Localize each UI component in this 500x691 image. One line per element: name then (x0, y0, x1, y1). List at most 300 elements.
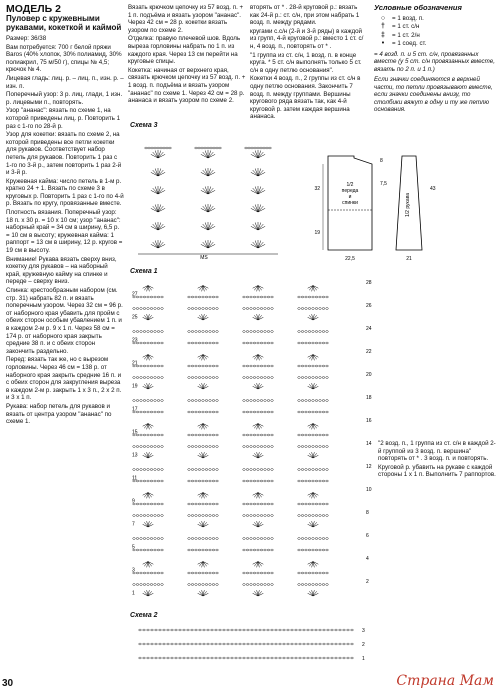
chain-mark (257, 331, 260, 333)
chain-mark (140, 331, 143, 333)
chain-mark (202, 469, 205, 471)
chain-mark (301, 434, 304, 436)
chain-mark (243, 400, 246, 402)
chain-mark (179, 629, 182, 631)
chain-mark (143, 434, 146, 436)
chain-mark (303, 657, 306, 659)
chain-mark (195, 434, 198, 436)
stitch-mark (153, 242, 158, 248)
chain-mark (308, 365, 311, 367)
chain-mark (191, 434, 194, 436)
chain-mark (311, 657, 314, 659)
row-number: 18 (366, 395, 372, 401)
chain-mark (209, 446, 212, 448)
chain-mark (257, 377, 260, 379)
chain-mark (253, 584, 256, 586)
chain-mark (133, 331, 136, 333)
chain-mark (260, 331, 263, 333)
chain-mark (147, 657, 150, 659)
chain-mark (319, 434, 322, 436)
chain-mark (133, 308, 136, 310)
chain-mark (260, 308, 263, 310)
chain-mark (267, 446, 270, 448)
schema-3-motifs (145, 147, 272, 248)
chain-mark (198, 434, 201, 436)
chain-mark (267, 549, 270, 551)
row-number: 20 (366, 372, 372, 378)
legend-label: = 1 ст. с/н (392, 23, 420, 30)
chain-mark (154, 331, 157, 333)
chain-mark (195, 629, 198, 631)
stitch-mark (258, 242, 263, 248)
chain-mark (253, 308, 256, 310)
chain-mark (143, 572, 146, 574)
chain-mark (143, 331, 146, 333)
chain-mark (271, 400, 274, 402)
chain-mark (335, 643, 338, 645)
chain-mark (209, 296, 212, 298)
chain-mark (253, 538, 256, 540)
chain-mark (322, 584, 325, 586)
chain-mark (150, 480, 153, 482)
chain-mark (303, 643, 306, 645)
stitch-mark (203, 242, 208, 248)
chain-mark (323, 657, 326, 659)
chain-mark (191, 331, 194, 333)
page-number: 30 (2, 678, 14, 689)
chain-mark (147, 434, 150, 436)
chain-mark (253, 400, 256, 402)
chain-mark (312, 434, 315, 436)
chain-mark (203, 643, 206, 645)
chain-mark (209, 365, 212, 367)
chain-mark (305, 572, 308, 574)
dim-label: 32 (314, 186, 320, 192)
chain-mark (250, 503, 253, 505)
chain-mark (315, 377, 318, 379)
chain-mark (264, 377, 267, 379)
chain-mark (264, 446, 267, 448)
chain-mark (250, 331, 253, 333)
row-number: 28 (366, 280, 372, 286)
chain-mark (150, 469, 153, 471)
chain-mark (267, 480, 270, 482)
chain-mark (339, 657, 342, 659)
chain-mark (253, 296, 256, 298)
chain-mark (291, 657, 294, 659)
chain-mark (161, 446, 164, 448)
chain-mark (133, 446, 136, 448)
dim-label: 19 (314, 230, 320, 236)
chain-mark (257, 400, 260, 402)
chain-mark (312, 480, 315, 482)
schema-3-ms: МS (200, 255, 208, 261)
chain-mark (202, 411, 205, 413)
paragraph: "2 возд. п., 1 группа из ст. с/н в каждой 2-й группой из 3 возд. п. вершина" повторять от * . 3 возд. п. и повторять. (378, 440, 496, 463)
chain-mark (260, 549, 263, 551)
chain-mark (308, 584, 311, 586)
chain-mark (140, 446, 143, 448)
chain-mark (298, 572, 301, 574)
chain-mark (319, 469, 322, 471)
chain-mark (143, 377, 146, 379)
chain-mark (231, 629, 234, 631)
chain-mark (312, 308, 315, 310)
chain-mark (298, 503, 301, 505)
chain-mark (167, 657, 170, 659)
dim-label: 22,5 (345, 256, 355, 262)
chain-mark (202, 308, 205, 310)
chain-mark (246, 434, 249, 436)
chain-mark (315, 308, 318, 310)
chain-mark (307, 643, 310, 645)
chain-mark (315, 480, 318, 482)
chain-mark (250, 515, 253, 517)
chain-mark (319, 446, 322, 448)
chain-mark (267, 342, 270, 344)
chain-mark (154, 308, 157, 310)
chain-mark (271, 584, 274, 586)
chain-mark (279, 629, 282, 631)
chain-mark (266, 147, 269, 149)
chain-mark (188, 296, 191, 298)
chain-mark (250, 480, 253, 482)
chain-mark (301, 584, 304, 586)
chain-mark (213, 147, 216, 149)
chain-mark (216, 572, 219, 574)
chain-mark (271, 411, 274, 413)
chain-mark (301, 549, 304, 551)
chain-mark (147, 411, 150, 413)
chain-mark (133, 400, 136, 402)
chain-mark (322, 342, 325, 344)
chain-mark (154, 342, 157, 344)
chain-mark (283, 657, 286, 659)
chain-mark (150, 584, 153, 586)
chain-mark (271, 538, 274, 540)
paragraph: Лицевая гладь: лиц. р. – лиц. п., изн. р. – изн. п. (6, 74, 124, 90)
chain-mark (151, 629, 154, 631)
chain-mark (195, 377, 198, 379)
chain-mark (243, 584, 246, 586)
chain-mark (246, 365, 249, 367)
chain-mark (246, 411, 249, 413)
stitch-mark (253, 170, 258, 176)
chain-mark (298, 446, 301, 448)
chain-mark (301, 480, 304, 482)
chain-mark (183, 657, 186, 659)
chain-mark (298, 331, 301, 333)
chain-mark (271, 469, 274, 471)
stitch-mark (253, 188, 258, 194)
chain-mark (171, 643, 174, 645)
chain-mark (191, 503, 194, 505)
chain-mark (198, 446, 201, 448)
chain-mark (263, 643, 266, 645)
chain-mark (305, 549, 308, 551)
chain-mark (191, 572, 194, 574)
chain-mark (143, 643, 146, 645)
stitch-mark (158, 224, 163, 230)
chain-mark (198, 365, 201, 367)
chain-mark (188, 365, 191, 367)
chain-mark (209, 377, 212, 379)
row-number: 12 (366, 464, 372, 470)
chain-mark (271, 643, 274, 645)
row-number: 19 (132, 383, 138, 390)
chain-mark (295, 629, 298, 631)
chain-mark (166, 147, 169, 149)
chain-mark (315, 643, 318, 645)
chain-mark (257, 538, 260, 540)
chain-mark (136, 308, 139, 310)
chain-mark (212, 365, 215, 367)
chain-mark (312, 515, 315, 517)
chain-mark (163, 147, 166, 149)
chain-mark (315, 584, 318, 586)
chain-mark (298, 469, 301, 471)
chain-mark (203, 657, 206, 659)
chain-mark (315, 365, 318, 367)
chain-mark (136, 469, 139, 471)
chain-mark (257, 365, 260, 367)
chain-mark (198, 480, 201, 482)
legend-item (374, 32, 496, 40)
chain-mark (257, 446, 260, 448)
chain-mark (264, 308, 267, 310)
chain-mark (147, 538, 150, 540)
chain-mark (147, 365, 150, 367)
chain-mark (322, 331, 325, 333)
chain-mark (308, 538, 311, 540)
chain-mark (154, 549, 157, 551)
chain-mark (298, 538, 301, 540)
chain-mark (216, 515, 219, 517)
stitch-mark (203, 152, 208, 158)
chain-mark (305, 308, 308, 310)
chain-mark (147, 446, 150, 448)
chain-mark (267, 434, 270, 436)
chain-mark (308, 503, 311, 505)
chain-mark (312, 469, 315, 471)
chain-mark (305, 296, 308, 298)
chain-mark (257, 572, 260, 574)
stitch-mark (203, 188, 208, 194)
chain-mark (161, 584, 164, 586)
stitch-mark (208, 242, 213, 248)
chain-mark (195, 584, 198, 586)
chain-mark (216, 434, 219, 436)
chain-mark (307, 629, 310, 631)
chain-mark (335, 629, 338, 631)
chain-mark (271, 308, 274, 310)
chain-mark (191, 657, 194, 659)
chain-mark (254, 147, 257, 149)
chain-mark (139, 657, 142, 659)
row-number: 17 (132, 406, 138, 413)
chain-mark (308, 308, 311, 310)
chain-mark (326, 308, 329, 310)
chain-mark (319, 643, 322, 645)
chain-mark (159, 643, 162, 645)
chain-mark (143, 296, 146, 298)
schema-3-chart (128, 128, 288, 260)
text-column-1 (6, 4, 124, 427)
chain-mark (202, 296, 205, 298)
chain-mark (267, 377, 270, 379)
chain-mark (319, 538, 322, 540)
chain-mark (198, 296, 201, 298)
chain-mark (308, 549, 311, 551)
chain-mark (287, 643, 290, 645)
chain-mark (154, 411, 157, 413)
chain-mark (257, 469, 260, 471)
chain-mark (305, 584, 308, 586)
stitch-mark (208, 170, 213, 176)
chain-mark (326, 400, 329, 402)
chain-mark (205, 331, 208, 333)
chain-mark (347, 643, 350, 645)
chain-mark (159, 657, 162, 659)
chain-mark (267, 296, 270, 298)
chain-mark (157, 147, 160, 149)
chain-mark (312, 584, 315, 586)
chain-mark (257, 503, 260, 505)
chain-mark (211, 629, 214, 631)
chain-mark (246, 503, 249, 505)
chain-mark (195, 469, 198, 471)
chain-mark (145, 147, 148, 149)
chain-mark (154, 434, 157, 436)
chain-mark (259, 657, 262, 659)
chain-mark (150, 377, 153, 379)
chain-mark (209, 549, 212, 551)
chain-mark (322, 480, 325, 482)
chain-mark (205, 296, 208, 298)
chain-mark (154, 538, 157, 540)
chain-mark (259, 629, 262, 631)
chain-mark (260, 400, 263, 402)
chain-mark (291, 643, 294, 645)
chain-mark (209, 538, 212, 540)
chain-mark (307, 657, 310, 659)
chain-mark (271, 549, 274, 551)
chain-mark (139, 643, 142, 645)
chain-mark (260, 342, 263, 344)
chain-mark (271, 377, 274, 379)
stitch-mark (158, 206, 163, 212)
paragraph: Внимание! Рукава вязать сверху вниз, кокетку для рукавов – на наборный край, кружевную кайму на спинке и переде – сверху вниз. (6, 255, 117, 286)
chain-mark (188, 469, 191, 471)
chain-mark (188, 400, 191, 402)
chain-mark (243, 377, 246, 379)
paragraph: Плотность вязания. Поперечный узор: 18 п. х 30 р. = 10 х 10 см; узор "ананас": наборный край = 34 см в ширину, 6,5 р. = 10 см в высоту; кружевная кайма: 1 раппорт = 13 см в ширину, 12 р. кругов = 19 см в высоту. (6, 209, 123, 255)
stitch-mark (208, 152, 213, 158)
chain-mark (179, 643, 182, 645)
chain-mark (339, 629, 342, 631)
chain-mark (301, 331, 304, 333)
chain-mark (216, 584, 219, 586)
chain-mark (308, 400, 311, 402)
paragraph: Узор для кокетки: вязать по схеме 2, на которой приведены все петли кокетки для рукавов. Соответствует набор петель для рукавов. Повторить 1 раз с 1-го по 3-й р., затем повторить 1 раз 2-й и 3-й р. (6, 131, 122, 177)
paragraph: Кокетка: начиная от верхнего края, связать крючком цепочку из 57 возд. п. + 1 возд. п. подъёма и вязать узором "ананас" по схеме 1. Через 42 см = 28 р. ананаса и вязать узором по схеме 2. (128, 66, 246, 105)
chain-mark (191, 643, 194, 645)
chain-mark (157, 515, 160, 517)
chain-mark (198, 147, 201, 149)
chain-mark (150, 434, 153, 436)
chain-mark (308, 342, 311, 344)
chain-mark (136, 549, 139, 551)
chain-mark (191, 549, 194, 551)
chain-mark (246, 480, 249, 482)
chain-mark (264, 342, 267, 344)
chain-mark (235, 657, 238, 659)
chain-mark (147, 331, 150, 333)
chain-mark (253, 549, 256, 551)
paragraph: "1 группа из ст. с/н, 1 возд. п. в конце круга. * 5 ст. с/н выполнять только 5 ст. с/н в одну петлю основания". (250, 51, 362, 74)
chain-mark (136, 377, 139, 379)
chain-mark (163, 643, 166, 645)
row-number: 3 (132, 567, 135, 574)
paragraph: Спинка: крестообразным набором (см. стр. 31) набрать 82 п. и вязать поперечным узором. Через 32 см = 96 р. от наборного края убавить для пройм с обеих сторон особым убавлением 1 п. и в каждом 2-м р. 9 х 1 п. Через 58 см = 174 р. от наборного края закрыть средние 38 п. и с обеих сторон закончить раздельно. (6, 287, 123, 355)
chain-mark (209, 342, 212, 344)
chain-mark (207, 643, 210, 645)
chain-mark (308, 446, 311, 448)
chain-mark (298, 296, 301, 298)
chain-mark (301, 515, 304, 517)
stitch-mark (258, 188, 263, 194)
chain-mark (147, 503, 150, 505)
chain-mark (308, 434, 311, 436)
chain-mark (308, 572, 311, 574)
chain-mark (250, 572, 253, 574)
chain-mark (251, 147, 254, 149)
chain-mark (188, 411, 191, 413)
row-number: 9 (132, 498, 135, 505)
chain-mark (299, 629, 302, 631)
chain-mark (315, 549, 318, 551)
stitch-mark (153, 170, 158, 176)
chain-mark (136, 446, 139, 448)
chain-mark (212, 400, 215, 402)
stitch-mark (203, 224, 208, 230)
chain-mark (191, 296, 194, 298)
row-number: 8 (366, 510, 369, 516)
chain-mark (331, 629, 334, 631)
chain-mark (295, 643, 298, 645)
chain-mark (267, 469, 270, 471)
chain-mark (157, 308, 160, 310)
chain-mark (212, 296, 215, 298)
chain-mark (275, 643, 278, 645)
chain-mark (227, 657, 230, 659)
chain-mark (216, 308, 219, 310)
chain-mark (319, 629, 322, 631)
chain-mark (161, 365, 164, 367)
row-number: 26 (366, 303, 372, 309)
chain-mark (299, 643, 302, 645)
chain-mark (319, 503, 322, 505)
stitch-mark (203, 170, 208, 176)
legend-label: = 1 ст. 2/н (392, 31, 420, 39)
chain-mark (157, 446, 160, 448)
chain-mark (243, 411, 246, 413)
stitch-mark (208, 224, 213, 230)
chain-mark (140, 549, 143, 551)
chain-mark (322, 400, 325, 402)
chain-mark (219, 629, 222, 631)
chain-mark (198, 538, 201, 540)
